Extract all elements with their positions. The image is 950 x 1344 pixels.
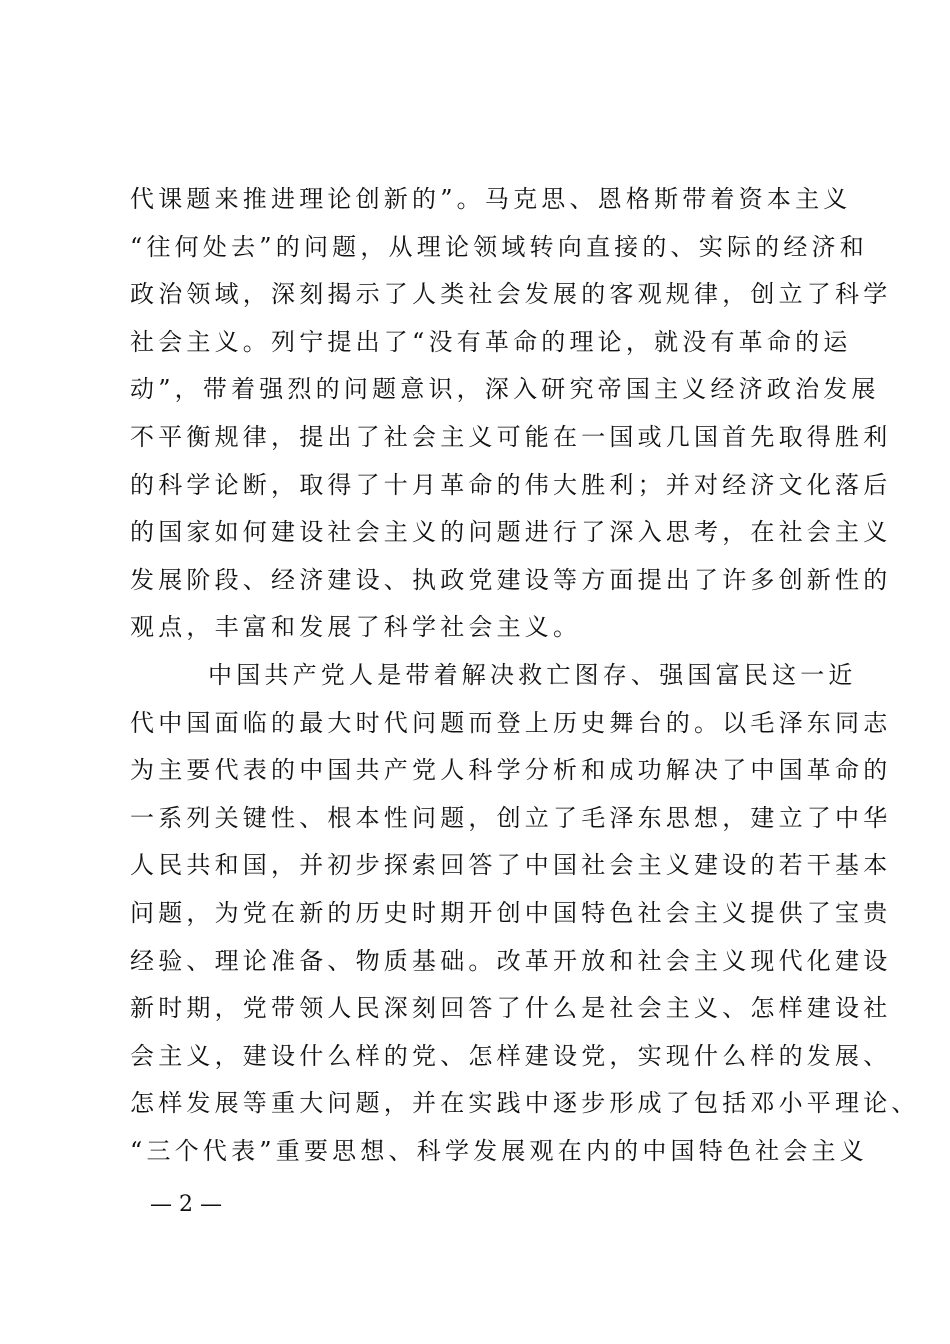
text-line: 政治领域，深刻揭示了人类社会发展的客观规律，创立了科学 (130, 280, 892, 309)
text-line: 动”，带着强烈的问题意识，深入研究帝国主义经济政治发展 (130, 375, 880, 404)
page-number: — 2 — (150, 1192, 222, 1217)
text-line: 的科学论断，取得了十月革命的伟大胜利；并对经济文化落后 (130, 470, 892, 499)
text-line: 人民共和国，并初步探索回答了中国社会主义建设的若干基本 (130, 851, 892, 880)
text-line: 观点，丰富和发展了科学社会主义。 (130, 613, 582, 642)
text-line: 经验、理论准备、物质基础。改革开放和社会主义现代化建设 (130, 946, 892, 975)
text-line: 怎样发展等重大问题，并在实践中逐步形成了包括邓小平理论、 (130, 1089, 920, 1118)
text-line: 社会主义。列宁提出了“没有革命的理论，就没有革命的运 (130, 327, 852, 356)
text-line: “三个代表”重要思想、科学发展观在内的中国特色社会主义 (130, 1136, 868, 1165)
body-text (130, 176, 920, 1175)
text-line: 问题，为党在新的历史时期开创中国特色社会主义提供了宝贵 (130, 898, 892, 927)
text-line: 会主义，建设什么样的党、怎样建设党，实现什么样的发展、 (130, 1041, 892, 1070)
paragraph-first-line: 中国共产党人是带着解决救亡图存、强国富民这一近 (208, 660, 857, 689)
text-line: 不平衡规律，提出了社会主义可能在一国或几国首先取得胜利 (130, 422, 892, 451)
text-line: 代课题来推进理论创新的”。马克思、恩格斯带着资本主义 (130, 185, 852, 213)
text-line: 新时期，党带领人民深刻回答了什么是社会主义、怎样建设社 (130, 994, 892, 1023)
text-line: 为主要代表的中国共产党人科学分析和成功解决了中国革命的 (130, 756, 892, 785)
text-line: “往何处去”的问题，从理论领域转向直接的、实际的经济和 (130, 232, 868, 261)
text-line: 代中国面临的最大时代问题而登上历史舞台的。以毛泽东同志 (130, 708, 892, 737)
text-line: 一系列关键性、根本性问题，创立了毛泽东思想，建立了中华 (130, 803, 892, 832)
text-line: 发展阶段、经济建设、执政党建设等方面提出了许多创新性的 (130, 565, 892, 594)
text-line: 的国家如何建设社会主义的问题进行了深入思考，在社会主义 (130, 518, 892, 547)
